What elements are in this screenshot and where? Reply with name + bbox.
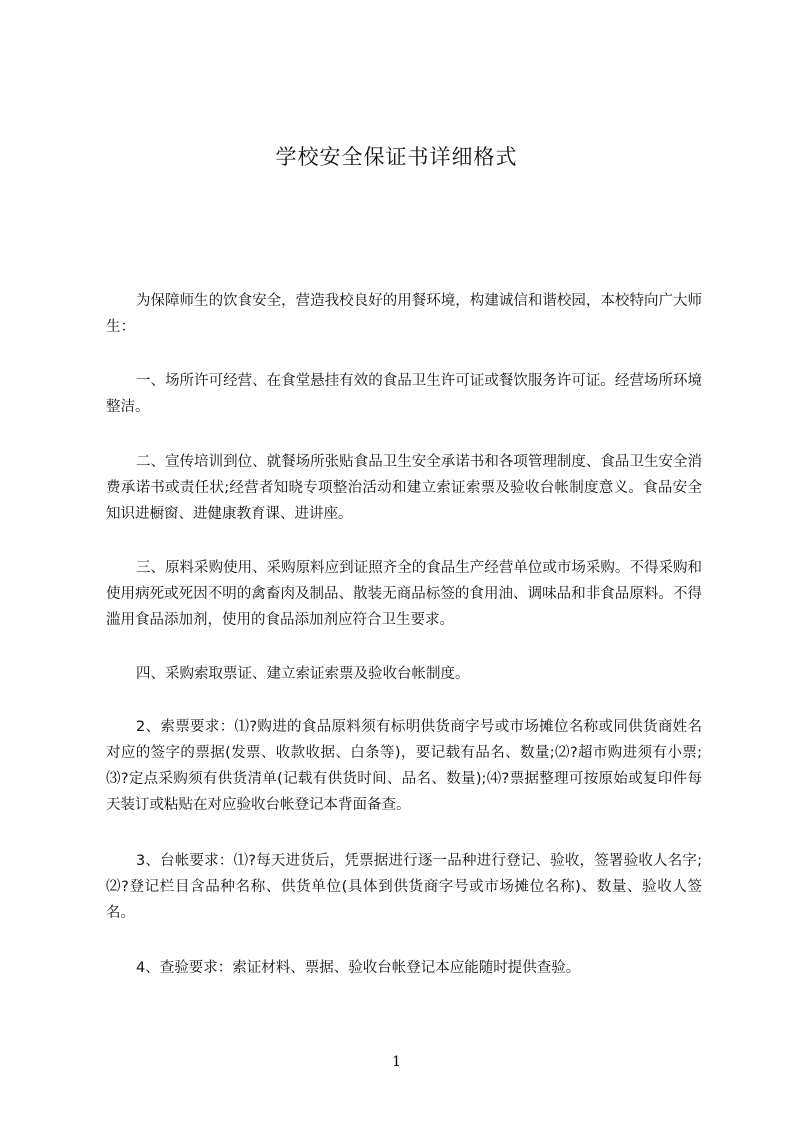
page-number: 1 [392,1054,401,1070]
paragraph-procurement: 三、原料采购使用、采购原料应到证照齐全的食品生产经营单位或市场采购。不得采购和使用病死或死因不明的禽畜肉及制品、散装无商品标签的食用油、调味品和非食品原料。不得滥用食品添加剂，使用的食品添加剂应符合卫生要求。 [106,560,702,628]
paragraph-receipt-requirements: 2、索票要求：⑴?购进的食品原料须有标明供货商字号或市场摊位名称或同供货商姓名对应的签字的票据(发票、收款收据、白条等)，要记载有品名、数量;⑵?超市购进须有小票;⑶?定点采购须有供货清单(记载有供货时间、品名、数量);⑷?票据整理可按原始或复印件每天装订或粘贴在对应验收台帐登记本背面备查。 [106,719,702,813]
paragraph-training: 二、宣传培训到位、就餐场所张贴食品卫生安全承诺书和各项管理制度、食品卫生安全消费承诺书或责任状;经营者知晓专项整治活动和建立索证索票及验收台帐制度意义。食品安全知识进橱窗、进健康教育课、进讲座。 [106,454,702,522]
paragraph-ledger-requirements: 3、台帐要求：⑴?每天进货后，凭票据进行逐一品种进行登记、验收，签署验收人名字;⑵?登记栏目含品种名称、供货单位(具体到供货商字号或市场摊位名称)、数量、验收人签名。 [106,853,702,921]
paragraph-receipts-heading: 四、采购索取票证、建立索证索票及验收台帐制度。 [136,666,470,682]
intro-paragraph: 为保障师生的饮食安全，营造我校良好的用餐环境，构建诚信和谐校园，本校特向广大师生： [106,293,702,335]
document-title: 学校安全保证书详细格式 [275,145,518,169]
paragraph-licensing: 一、场所许可经营、在食堂悬挂有效的食品卫生许可证或餐饮服务许可证。经营场所环境整洁。 [106,373,702,415]
paragraph-inspection-requirements: 4、查验要求：索证材料、票据、验收台帐登记本应能随时提供查验。 [136,960,581,976]
